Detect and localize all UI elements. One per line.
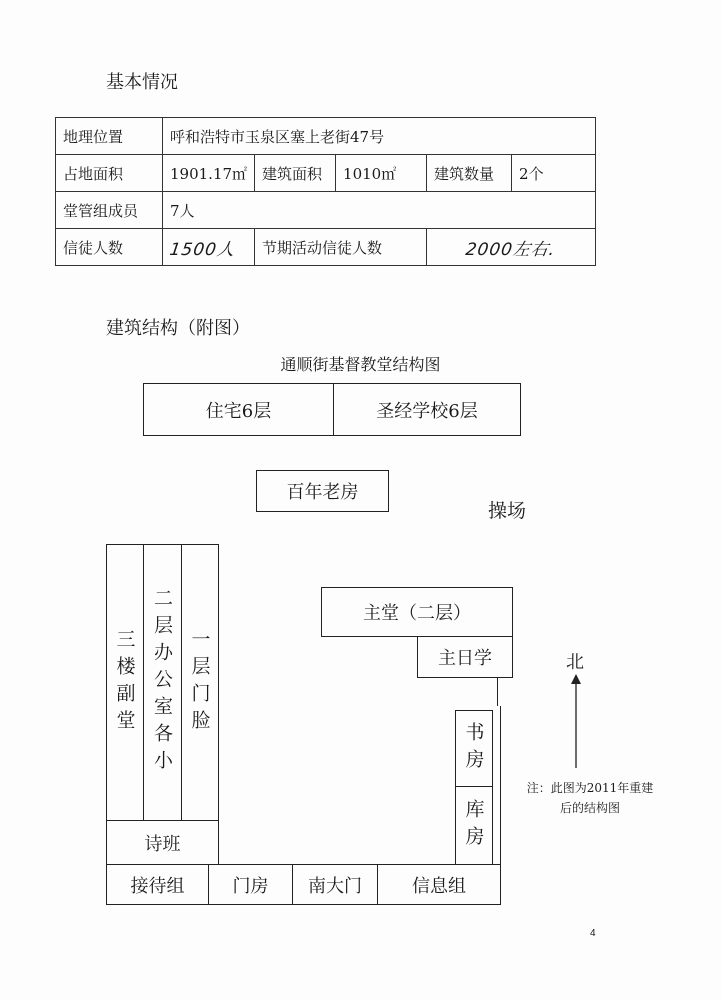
playground-label: 操场 <box>488 500 527 522</box>
committee-label: 堂管组成员 <box>56 192 163 229</box>
front-label: 一层门脸 <box>188 628 211 737</box>
building-count-value: 2个 <box>512 155 596 192</box>
festival-value <box>427 229 596 266</box>
table-row <box>56 192 596 229</box>
north-arrow-icon <box>569 674 583 768</box>
bookroom-label: 书房 <box>462 721 485 776</box>
table-row <box>56 229 596 266</box>
land-area-label: 占地面积 <box>56 155 163 192</box>
bible-school-box: 圣经学校6层 <box>333 383 521 436</box>
believers-label: 信徒人数 <box>56 229 163 266</box>
storeroom-box <box>455 786 493 865</box>
location-label: 地理位置 <box>56 118 163 155</box>
diagram-title: 通顺街基督教堂结构图 <box>280 355 441 374</box>
bookroom-box <box>455 710 493 787</box>
basic-info-table <box>55 117 596 266</box>
residence-box: 住宅6层 <box>143 383 334 436</box>
choir-box: 诗班 <box>106 820 219 865</box>
old-house-box: 百年老房 <box>256 470 389 512</box>
festival-label: 节期活动信徒人数 <box>255 229 427 266</box>
front-box <box>181 544 219 821</box>
connector-line <box>497 678 498 706</box>
page-number: 4 <box>590 928 596 939</box>
offices-label: 二层办公室各小 <box>151 588 173 777</box>
info-group-box: 信息组 <box>377 864 501 905</box>
table-row <box>56 118 596 155</box>
building-area-value: 1010㎡ <box>336 155 427 192</box>
third-floor-hall-label: 三楼副堂 <box>113 628 136 737</box>
right-wall-line <box>500 706 501 865</box>
building-area-label: 建筑面积 <box>255 155 336 192</box>
section-title-basic-info: 基本情况 <box>106 72 178 93</box>
handwritten-festival: 2000左右. <box>464 239 557 260</box>
section-title-structure: 建筑结构（附图） <box>106 318 250 339</box>
land-area-value: 1901.17㎡ <box>163 155 255 192</box>
third-floor-hall-box <box>106 544 144 821</box>
building-count-label: 建筑数量 <box>427 155 512 192</box>
committee-value: 7人 <box>163 192 596 229</box>
sunday-school-box: 主日学 <box>417 636 513 678</box>
north-label: 北 <box>566 652 584 673</box>
handwritten-believers: 1500人 <box>168 239 237 260</box>
main-hall-box: 主堂（二层） <box>321 587 513 637</box>
location-value: 呼和浩特市玉泉区塞上老街47号 <box>163 118 596 155</box>
storeroom-label: 库房 <box>462 798 485 853</box>
gatehouse-box: 门房 <box>208 864 293 905</box>
offices-box <box>143 544 182 821</box>
table-row <box>56 155 596 192</box>
believers-value <box>163 229 255 266</box>
south-gate-box: 南大门 <box>292 864 378 905</box>
diagram-note: 注：此图为2011年重建后的结构图 <box>526 781 654 815</box>
reception-box: 接待组 <box>106 864 209 905</box>
